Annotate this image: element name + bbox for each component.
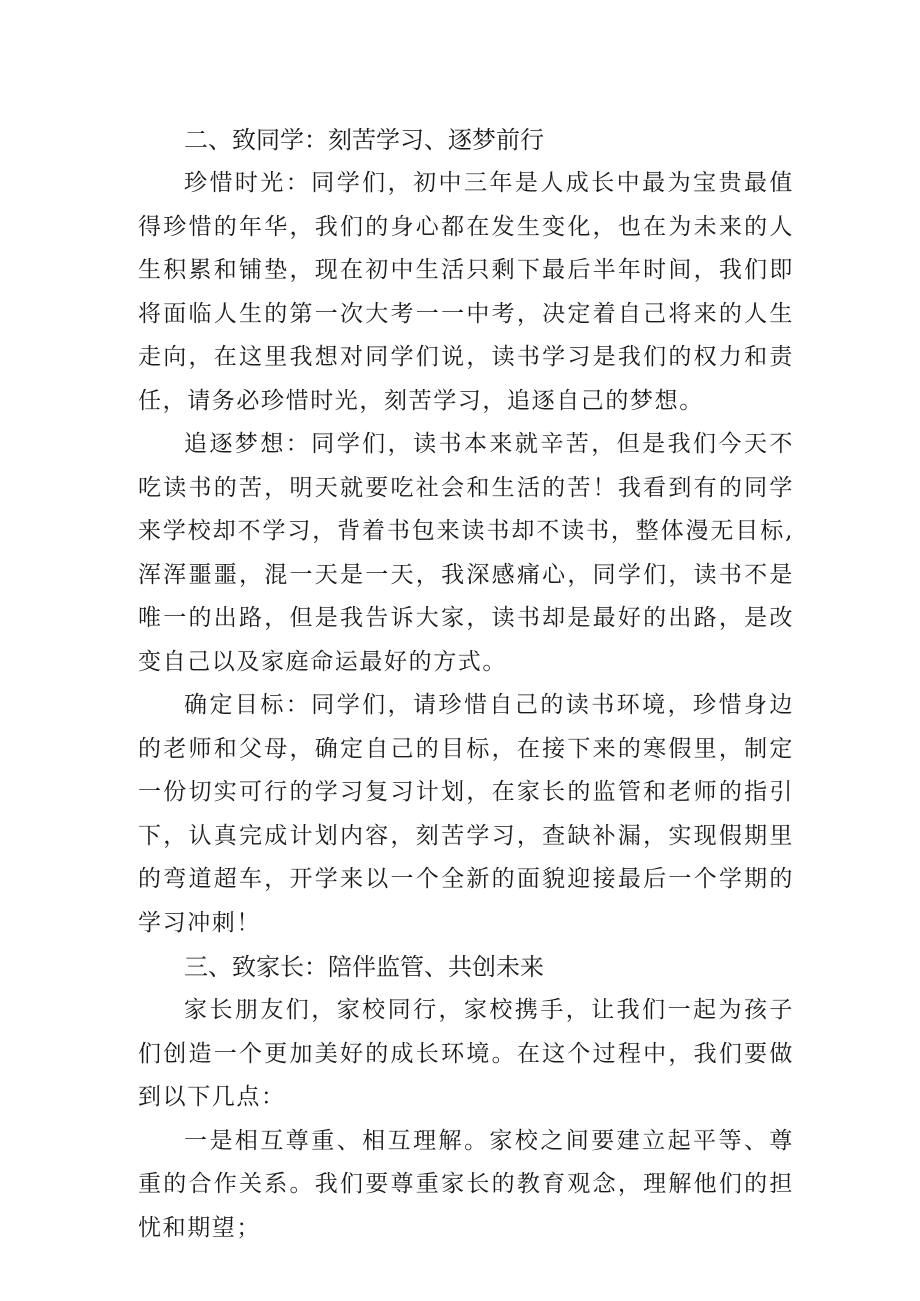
paragraph-parents-intro: 家长朋友们，家校同行，家校携手，让我们一起为孩子们创造一个更加美好的成长环境。在这个过程中，我们要做到以下几点： (138, 997, 794, 1110)
paragraph-mutual-respect: 一是相互尊重、相互理解。家校之间要建立起平等、尊重的合作关系。我们要尊重家长的教育观念，理解他们的担忧和期望； (138, 1127, 794, 1241)
paragraph-cherish-time: 珍惜时光：同学们，初中三年是人成长中最为宝贵最值得珍惜的年华，我们的身心都在发生变化，也在为未来的人生积累和铺垫，现在初中生活只剩下最后半年时间，我们即将面临人生的第一次大考一一中考，决定着自己将来的人生走向，在这里我想对同学们说，读书学习是我们的权力和责任，请务必珍惜时光，刻苦学习，追逐自己的梦想。 (138, 170, 794, 414)
paragraph-chase-dream: 追逐梦想：同学们，读书本来就辛苦，但是我们今天不吃读书的苦，明天就要吃社会和生活的苦！我看到有的同学来学校却不学习，背着书包来读书却不读书，整体漫无目标,浑浑噩噩，混一天是一天，我深感痛心，同学们，读书不是唯一的出路，但是我告诉大家，读书却是最好的出路，是改变自己以及家庭命运最好的方式。 (138, 431, 794, 675)
paragraph-set-goals: 确定目标：同学们，请珍惜自己的读书环境，珍惜身边的老师和父母，确定自己的目标，在接下来的寒假里，制定一份切实可行的学习复习计划，在家长的监管和老师的指引下，认真完成计划内容，刻苦学习，查缺补漏，实现假期里的弯道超车，开学来以一个全新的面貌迎接最后一个学期的学习冲刺！ (138, 692, 794, 936)
document-page (138, 118, 794, 1250)
section-heading-students: 二、致同学：刻苦学习、逐梦前行 (184, 126, 544, 154)
section-heading-parents: 三、致家长：陪伴监管、共创未来 (184, 953, 544, 981)
